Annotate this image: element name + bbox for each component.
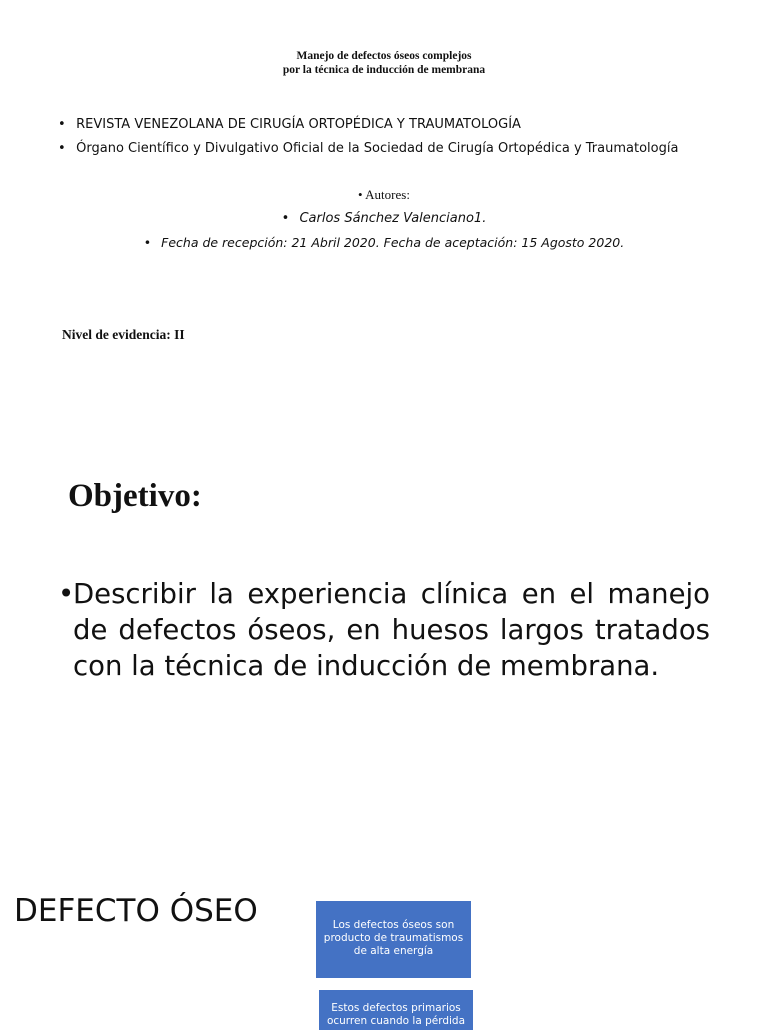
- defect-heading: DEFECTO ÓSEO: [14, 893, 258, 929]
- authors-label-line: [0, 187, 768, 203]
- defect-info-box-2: Estos defectos primarios ocurren cuando la pérdida: [319, 990, 473, 1030]
- bullet-icon: •: [58, 141, 66, 156]
- objective-text: Describir la experiencia clínica en el manejo de defectos óseos, en huesos largos tratados con la técnica de inducción de membrana.: [73, 578, 710, 682]
- title-line-1: Manejo de defectos óseos complejos: [296, 50, 472, 62]
- bullet-icon: •: [58, 117, 66, 132]
- bullet-icon: •: [358, 187, 363, 202]
- bullet-icon: •: [143, 235, 152, 250]
- objective-heading: Objetivo:: [68, 478, 202, 514]
- author-name-line: [0, 211, 768, 226]
- reception-dates: Fecha de recepción: 21 Abril 2020. Fecha de aceptación: 15 Agosto 2020.: [161, 235, 625, 250]
- document-title: [0, 49, 768, 77]
- journal-description: Órgano Científico y Divulgativo Oficial de la Sociedad de Cirugía Ortopédica y Traumatología: [76, 141, 679, 156]
- journal-name: REVISTA VENEZOLANA DE CIRUGÍA ORTOPÉDICA Y TRAUMATOLOGÍA: [76, 117, 521, 132]
- journal-description-item: [58, 141, 678, 156]
- dates-line: [0, 235, 768, 250]
- bullet-icon: •: [58, 578, 75, 610]
- defect-info-box-1: Los defectos óseos son producto de traumatismos de alta energía: [316, 901, 471, 978]
- evidence-level: Nivel de evidencia: II: [62, 327, 185, 342]
- authors-label: Autores:: [365, 187, 410, 202]
- bullet-icon: •: [281, 211, 290, 226]
- objective-bullet: [58, 576, 710, 684]
- author-name: Carlos Sánchez Valenciano1.: [299, 211, 487, 226]
- title-line-2: por la técnica de inducción de membrana: [282, 64, 486, 76]
- journal-name-item: [58, 117, 521, 132]
